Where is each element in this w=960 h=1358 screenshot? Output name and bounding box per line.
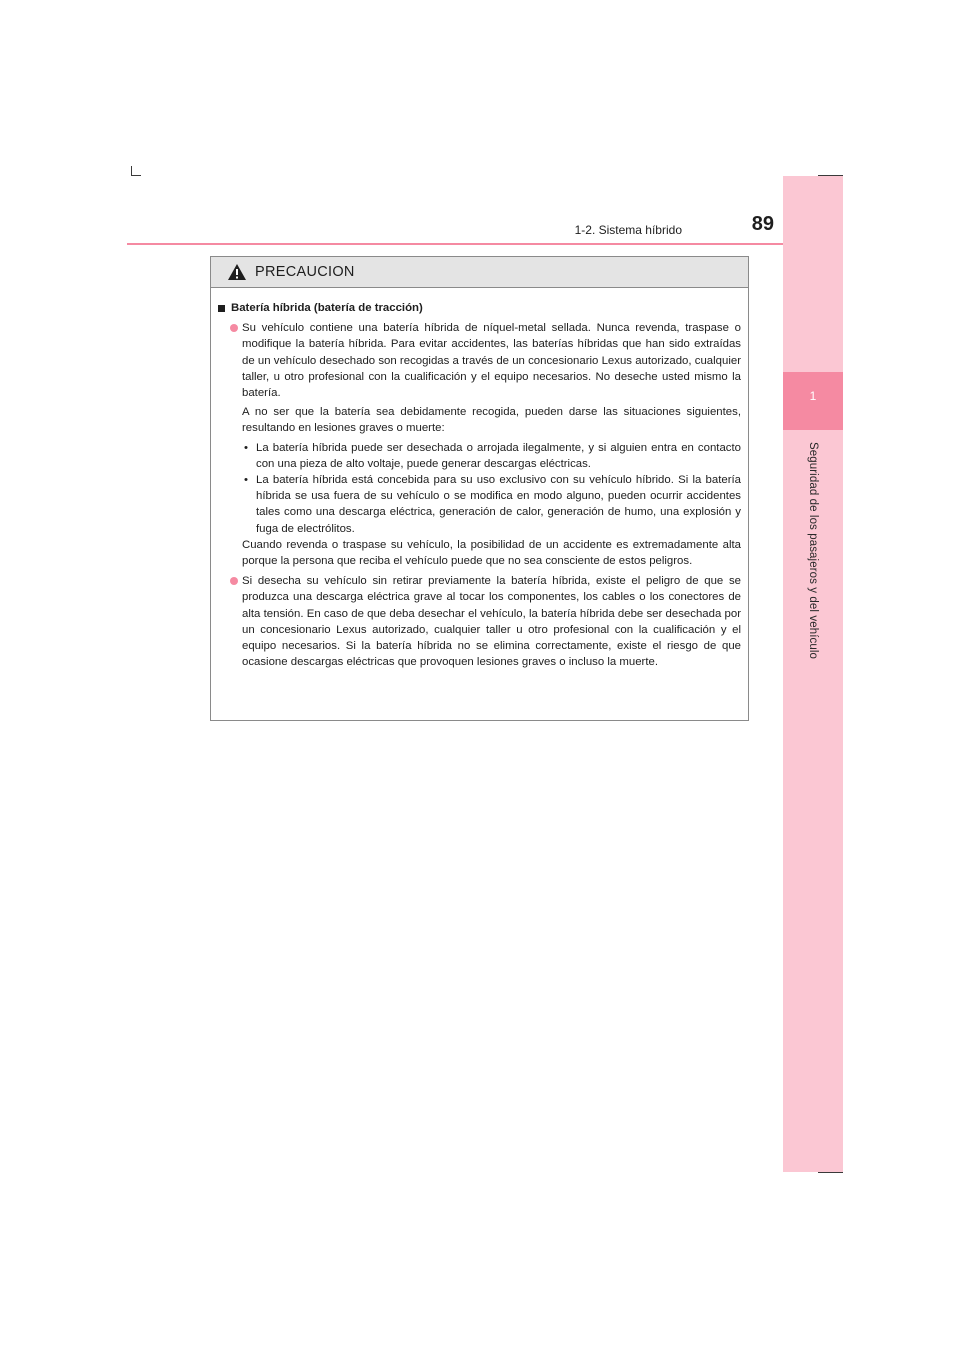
bullet-text: Su vehículo contiene una batería híbrida de níquel-metal sellada. Nunca revenda, traspase o modifique la batería híbrida. Para evitar accidentes, las baterías híbridas que han sido extraídas de un vehículo desechado son recogidas a través de un concesionario Lexus autorizado, cualquier taller, u otro profesional con la cualificación y el equipo necesarios. No deseche usted mismo la batería. — [242, 322, 741, 400]
paragraph: A no ser que la batería sea debidamente recogida, pueden darse las situaciones siguientes, resultando en lesiones graves o muerte: — [242, 406, 741, 435]
sub-list-item — [218, 472, 741, 537]
sub-list-text: La batería híbrida puede ser desechada o arrojada ilegalmente, y si alguien entra en contacto con una pieza de alto voltaje, puede generar descargas eléctricas. — [256, 441, 741, 470]
caution-title: PRECAUCION — [255, 264, 355, 280]
sub-list-text: La batería híbrida está concebida para su uso exclusivo con su vehículo híbrido. Si la batería híbrida se usa fuera de su vehículo o se modifica en modo alguno, pueden ocurrir accidentes tales como una descarga eléctrica, generación de calor, generación de humo, una explosión y fuga de electrólitos. — [256, 474, 741, 535]
dot-mark-icon: • — [244, 474, 248, 487]
dot-mark-icon: • — [244, 441, 248, 454]
bullet-text: Si desecha su vehículo sin retirar previamente la batería híbrida, existe el peligro de que se produzca una descarga eléctrica grave al tocar los componentes, los cables o los conectores de alta tensión. En caso de que deba desechar el vehículo, la batería híbrida debe ser desechada por un concesionario Lexus autorizado, cualquier taller u otro profesional con la cualificación y el equipo necesarios. Si la batería híbrida no se elimina correctamente, existe el riesgo de que ocasione descargas eléctricas que provoquen lesiones graves o incluso la muerte. — [242, 575, 741, 669]
caution-subheading-text: Batería híbrida (batería de tracción) — [231, 302, 423, 314]
crop-mark — [131, 166, 132, 175]
crop-mark — [131, 175, 141, 176]
chapter-marker — [783, 372, 843, 430]
page-number: 89 — [751, 213, 774, 235]
chapter-side-tab — [783, 176, 843, 1172]
caution-box — [210, 256, 749, 721]
bullet-item — [218, 320, 741, 401]
square-bullet-icon — [218, 305, 225, 312]
warning-triangle-icon — [227, 263, 247, 281]
caution-body — [211, 288, 748, 670]
circle-bullet-icon — [230, 324, 238, 332]
header-rule — [127, 243, 843, 245]
crop-mark — [818, 1172, 843, 1173]
bullet-item — [218, 573, 741, 670]
caution-header — [211, 257, 748, 288]
circle-bullet-icon — [230, 577, 238, 585]
caution-subheading — [218, 300, 741, 316]
section-title: 1-2. Sistema híbrido — [574, 223, 682, 237]
sub-list-item — [218, 440, 741, 472]
chapter-title: Seguridad de los pasajeros y del vehículo — [807, 442, 819, 659]
chapter-number: 1 — [809, 389, 817, 403]
chapter-title-container — [783, 436, 843, 856]
paragraph: Cuando revenda o traspase su vehículo, la posibilidad de un accidente es extremadamente alta porque la persona que reciba el vehículo puede que no sea consciente de estos peligros. — [242, 538, 741, 568]
